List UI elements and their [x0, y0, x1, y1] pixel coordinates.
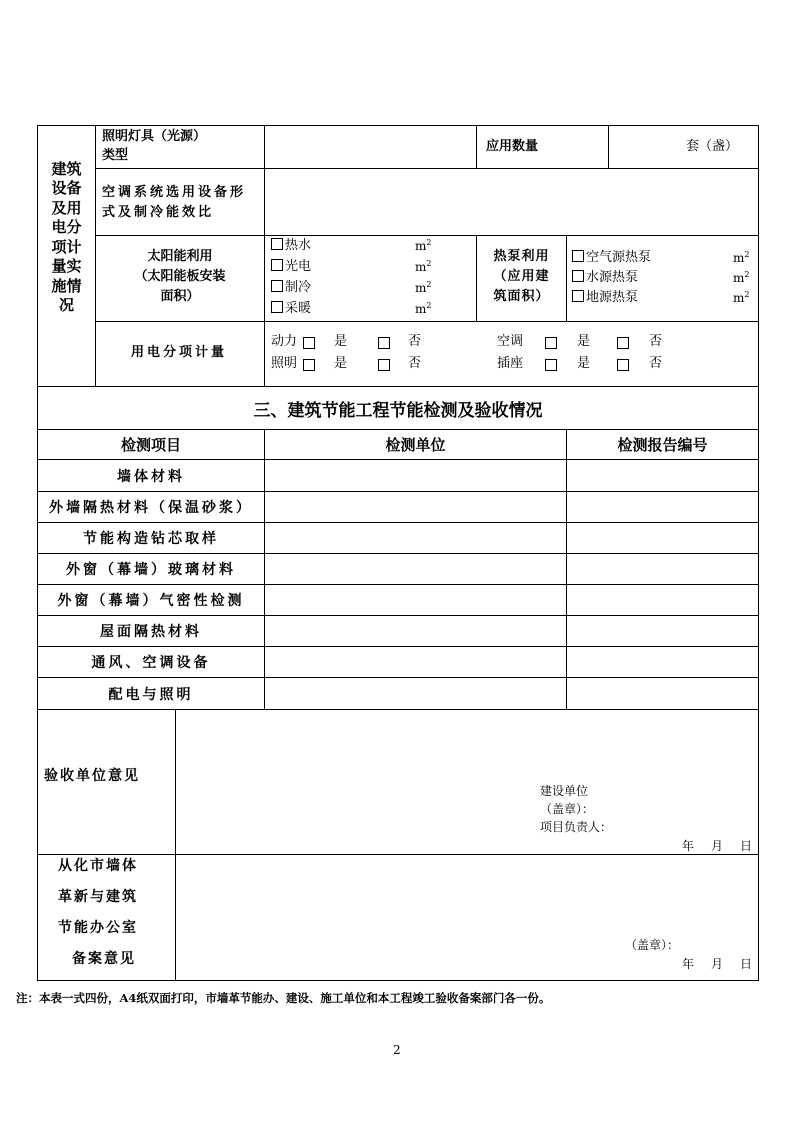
metering-socket-no-checkbox[interactable] — [617, 359, 629, 371]
acceptance-day: 日 — [740, 839, 753, 853]
table-row: 外墙隔热材料（保温砂浆） — [49, 500, 253, 516]
acceptance-seal: （盖章）： — [540, 802, 595, 816]
solar-item-hot-water[interactable] — [271, 238, 311, 254]
footnote: 注：本表一式四份，A4纸双面打印，市墙革节能办、建设、施工单位和本工程竣工验收备案部门各一份。 — [16, 991, 551, 1005]
solar-label-line: 面积） — [160, 289, 200, 304]
checkbox-icon[interactable] — [572, 270, 584, 282]
filing-label-line: 革新与建筑 — [58, 889, 138, 905]
solar-label-line: （太阳能板安装 — [134, 269, 226, 284]
yes-label: 是 — [577, 334, 591, 349]
table-row: 外窗（幕墙）玻璃材料 — [66, 562, 236, 578]
ac-field[interactable] — [266, 170, 757, 234]
page-number: 2 — [393, 1043, 401, 1057]
heat-pump-label — [477, 242, 566, 312]
no-label: 否 — [649, 334, 663, 349]
qty-label: 应用数量 — [486, 139, 539, 154]
heat-pump-unit: $m^2$ — [733, 270, 750, 285]
filing-year: 年 — [682, 957, 695, 971]
metering-power-label: 动力 — [271, 334, 298, 349]
checkbox-icon[interactable] — [271, 259, 283, 271]
table-row: 通风、空调设备 — [91, 655, 211, 671]
heat-pump-label-line: 筑面积） — [493, 289, 550, 304]
solar-item-label: 采暖 — [285, 301, 312, 316]
side-label-line: 设备 — [51, 179, 82, 197]
no-label: 否 — [649, 356, 663, 371]
metering-power-yes-checkbox[interactable] — [303, 337, 315, 349]
checkbox-icon[interactable] — [271, 280, 283, 292]
heat-pump-item-label: 地源热泵 — [586, 290, 639, 305]
side-label — [38, 150, 95, 325]
solar-item-cooling[interactable] — [271, 280, 311, 296]
solar-item-pv[interactable] — [271, 259, 311, 275]
solar-unit: $m^2$ — [415, 259, 432, 274]
ac-label-1: 空调系统选用设备形 — [102, 185, 247, 200]
metering-power-no-checkbox[interactable] — [378, 337, 390, 349]
col-header-report: 检测报告编号 — [617, 436, 708, 454]
solar-unit: $m^2$ — [415, 280, 432, 295]
col-header-item: 检测项目 — [120, 436, 181, 454]
table-row: 外窗（幕墙）气密性检测 — [57, 593, 245, 609]
side-label-line: 及用 — [51, 198, 82, 217]
solar-label — [96, 242, 264, 312]
heat-pump-air[interactable] — [572, 250, 651, 266]
lighting-label-2: 类型 — [102, 148, 129, 163]
yes-label: 是 — [334, 334, 348, 349]
acceptance-opinion-field[interactable] — [177, 711, 757, 853]
solar-item-label: 制冷 — [285, 280, 312, 295]
table-row: 节能构造钻芯取样 — [83, 531, 219, 547]
solar-unit: $m^2$ — [415, 301, 432, 316]
filing-month: 月 — [711, 957, 724, 971]
side-label-line: 项计 — [51, 237, 82, 256]
filing-label-line: 从化市墙体 — [58, 858, 138, 874]
acceptance-unit: 建设单位 — [540, 784, 589, 798]
table-row: 屋面隔热材料 — [100, 624, 202, 640]
side-label-line: 建筑 — [51, 159, 82, 178]
lighting-type-field[interactable] — [266, 127, 475, 167]
filing-seal: （盖章）： — [625, 938, 680, 952]
acceptance-year: 年 — [682, 839, 695, 853]
checkbox-icon[interactable] — [572, 290, 584, 302]
acceptance-manager: 项目负责人： — [540, 820, 613, 834]
heat-pump-item-label: 水源热泵 — [586, 270, 639, 285]
side-label-line: 况 — [58, 296, 74, 314]
metering-lighting-no-checkbox[interactable] — [378, 359, 390, 371]
heat-pump-label-line: 热泵利用 — [493, 249, 550, 264]
metering-lighting-yes-checkbox[interactable] — [303, 359, 315, 371]
solar-label-line: 太阳能利用 — [147, 249, 213, 264]
side-label-line: 施情 — [51, 276, 82, 295]
metering-lighting-label: 照明 — [271, 356, 298, 371]
checkbox-icon[interactable] — [271, 238, 283, 250]
section3-title: 三、建筑节能工程节能检测及验收情况 — [253, 400, 543, 421]
metering-socket-label: 插座 — [497, 356, 524, 371]
yes-label: 是 — [577, 356, 591, 371]
metering-ac-yes-checkbox[interactable] — [545, 337, 557, 349]
no-label: 否 — [408, 356, 422, 371]
qty-unit: 套（盏） — [686, 139, 739, 154]
checkbox-icon[interactable] — [572, 250, 584, 262]
heat-pump-label-line: （应用建 — [493, 269, 550, 284]
acceptance-month: 月 — [711, 839, 724, 853]
col-header-unit: 检测单位 — [385, 436, 446, 454]
heat-pump-ground[interactable] — [572, 290, 638, 306]
filing-day: 日 — [740, 957, 753, 971]
solar-unit: $m^2$ — [415, 238, 432, 253]
metering-socket-yes-checkbox[interactable] — [545, 359, 557, 371]
heat-pump-water[interactable] — [572, 270, 638, 286]
heat-pump-unit: $m^2$ — [733, 250, 750, 265]
side-label-line: 量实 — [51, 257, 82, 275]
table-row: 墙体材料 — [117, 468, 185, 485]
filing-opinion-field[interactable] — [177, 856, 757, 979]
checkbox-icon[interactable] — [271, 301, 283, 313]
heat-pump-item-label: 空气源热泵 — [586, 250, 652, 265]
table-row: 配电与照明 — [108, 686, 194, 703]
metering-ac-label: 空调 — [497, 334, 524, 349]
metering-ac-no-checkbox[interactable] — [617, 337, 629, 349]
solar-item-label: 热水 — [285, 238, 312, 253]
filing-label-line: 节能办公室 — [58, 920, 138, 936]
solar-item-heating[interactable] — [271, 301, 311, 317]
metering-label: 用电分项计量 — [131, 345, 228, 360]
acceptance-label: 验收单位意见 — [44, 768, 140, 784]
lighting-label-1: 照明灯具（光源） — [102, 129, 207, 144]
no-label: 否 — [408, 334, 422, 349]
yes-label: 是 — [334, 356, 348, 371]
heat-pump-unit: $m^2$ — [733, 290, 750, 305]
solar-item-label: 光电 — [285, 259, 312, 274]
ac-label-2: 式及制冷能效比 — [102, 205, 215, 220]
filing-label-line: 备案意见 — [72, 951, 136, 967]
side-label-line: 电分 — [51, 218, 82, 236]
